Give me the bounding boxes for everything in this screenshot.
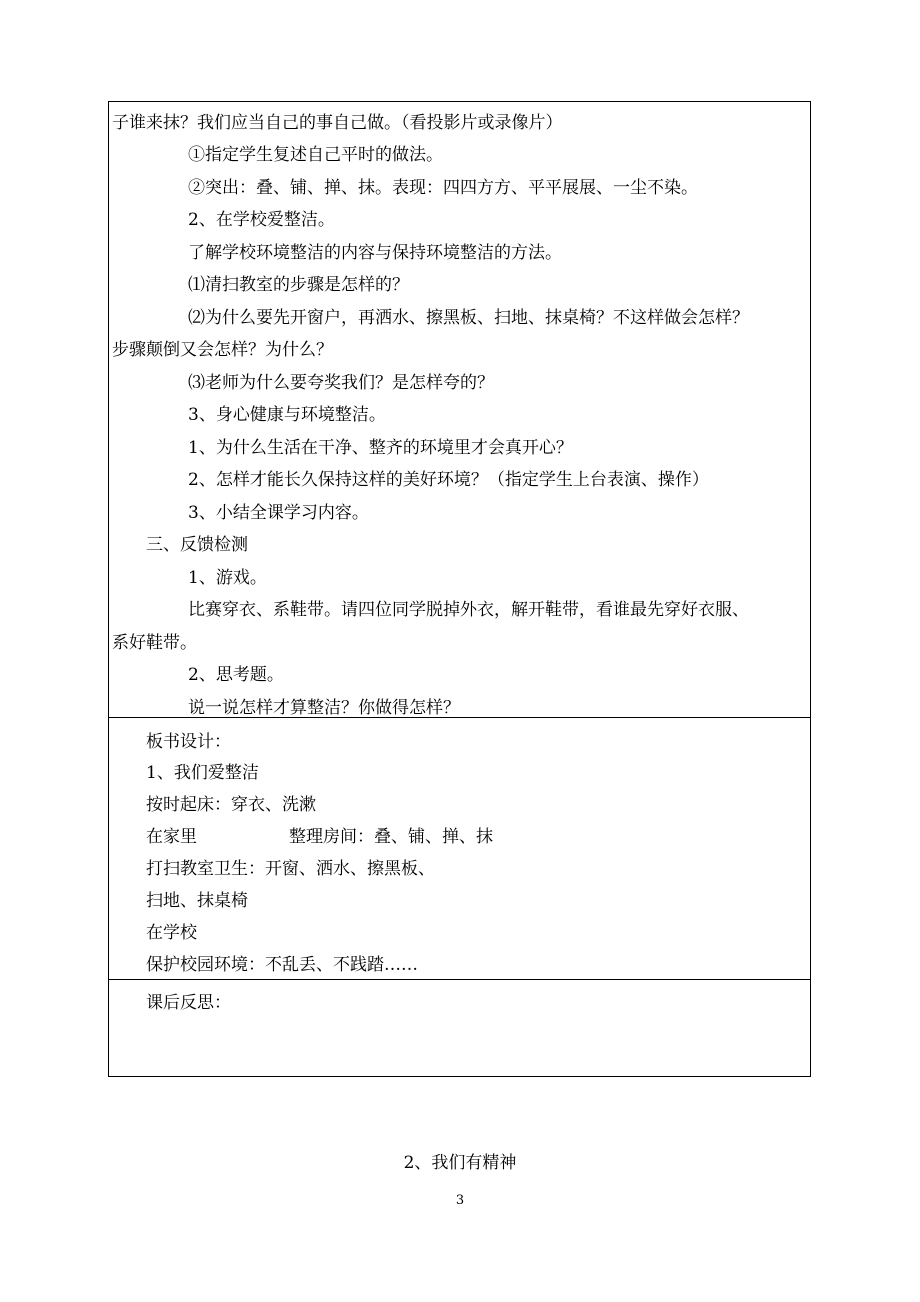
text-line: ⑴清扫教室的步骤是怎样的？ bbox=[188, 275, 409, 295]
row-divider bbox=[109, 717, 810, 718]
reflection-heading: 课后反思： bbox=[146, 993, 231, 1013]
next-lesson-title: 2、我们有精神 bbox=[403, 1153, 517, 1173]
text-line: 系好鞋带。 bbox=[112, 633, 197, 653]
board-line: 整理房间：叠、铺、掸、抹 bbox=[289, 827, 493, 847]
board-title: 1、我们爱整洁 bbox=[146, 763, 259, 783]
text-line: 3、身心健康与环境整洁。 bbox=[188, 405, 386, 425]
text-line: ⑵为什么要先开窗户，再洒水、擦黑板、扫地、抹桌椅？不这样做会怎样？ bbox=[188, 308, 749, 328]
board-line: 在家里 bbox=[146, 827, 197, 847]
text-line: ②突出：叠、铺、掸、抹。表现：四四方方、平平展展、一尘不染。 bbox=[188, 178, 698, 198]
text-line: 1、游戏。 bbox=[188, 568, 267, 588]
board-line: 扫地、抹桌椅 bbox=[146, 891, 248, 911]
board-line: 保护校园环境：不乱丢、不践踏…… bbox=[146, 955, 418, 975]
text-line: ①指定学生复述自己平时的做法。 bbox=[188, 145, 443, 165]
page-number: 3 bbox=[455, 1193, 465, 1208]
text-line: 1、为什么生活在干净、整齐的环境里才会真开心？ bbox=[188, 438, 573, 458]
text-line: ⑶老师为什么要夸奖我们？是怎样夸的？ bbox=[188, 373, 494, 393]
lesson-plan-table bbox=[108, 101, 811, 1077]
text-line: 2、在学校爱整洁。 bbox=[188, 210, 335, 230]
text-line: 了解学校环境整洁的内容与保持环境整洁的方法。 bbox=[188, 243, 562, 263]
text-line: 比赛穿衣、系鞋带。请四位同学脱掉外衣，解开鞋带，看谁最先穿好衣服、 bbox=[188, 600, 749, 620]
text-line: 2、思考题。 bbox=[188, 665, 284, 685]
board-line: 按时起床：穿衣、洗漱 bbox=[146, 795, 316, 815]
text-line: 子谁来抹？我们应当自己的事自己做。（看投影片或录像片） bbox=[112, 113, 563, 133]
text-line: 说一说怎样才算整洁？你做得怎样？ bbox=[188, 698, 460, 718]
row-divider bbox=[109, 979, 810, 980]
text-line: 3、小结全课学习内容。 bbox=[188, 503, 369, 523]
text-line: 步骤颠倒又会怎样？为什么？ bbox=[112, 340, 333, 360]
board-design-heading: 板书设计： bbox=[146, 732, 231, 752]
section-heading: 三、反馈检测 bbox=[146, 535, 248, 555]
board-line: 在学校 bbox=[146, 923, 197, 943]
board-line: 打扫教室卫生：开窗、洒水、擦黑板、 bbox=[146, 859, 435, 879]
text-line: 2、怎样才能长久保持这样的美好环境？（指定学生上台表演、操作） bbox=[188, 470, 709, 490]
